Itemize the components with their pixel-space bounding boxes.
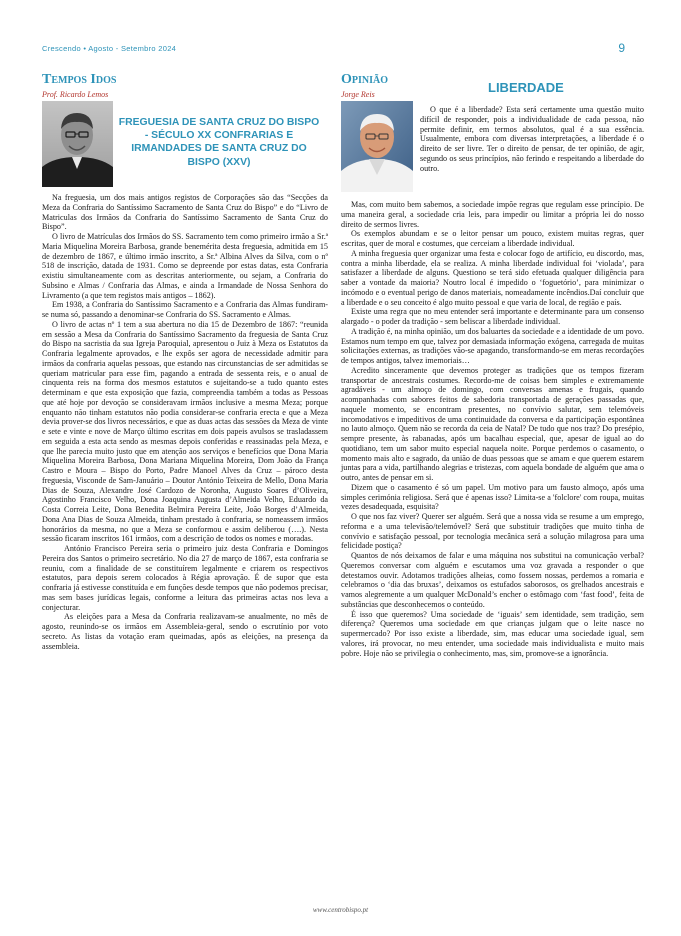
author-photo-jorge-reis: [341, 101, 413, 192]
paragraph: O que é a liberdade? Esta será certamente uma questão muito difícil de responder, pois a individualidade de cada pessoa, não permite definir, em termos absolutos, qual é a sua essência. Usualmente, embora com diversas interpretações, a liberdade é o direito de ser livre. Ter o direito de pensar, de ter opinião, de agir, segundo os seus princípios, não ferindo e respeitando a liberdade do outro.: [420, 105, 644, 173]
author-right: Jorge Reis: [341, 90, 375, 99]
paragraph: Os exemplos abundam e se o leitor pensar um pouco, existem muitas regras, quer escritas, quer de moral e costumes, que cerceiam a liberdade individual.: [341, 229, 644, 248]
left-article-body: [42, 193, 328, 651]
author-photo-ricardo-lemos: [42, 101, 113, 187]
paragraph: Quantos de nós deixamos de falar e uma máquina nos substitui na comunicação verbal? Queremos conversar com alguém e escutamos uma voz gravada a responder o que detestamos ouvir. Adotamos tradições alheias, como fossem nossas, perdemos a romaria e celebramos o ‘dia das bruxas’, deixamos os estufados saborosos, os grelhados ancestrais e vamos alegremente a um qualquer McDonald’s encher o estômago com ‘fast food’, feita de substâncias que desconhecemos o conteúdo.: [341, 551, 644, 609]
paragraph: Acredito sinceramente que devemos proteger as tradições que os tempos fizeram transportar de ancestrais costumes. Recordo-me de coisas bem simples e extremamente agradáveis - um almoço de domingo, com conversas amenas e frugais, quando acompanhadas com sabores feitos de sabedoria transportada de gerações passadas que, naquele momento, se encontram presentes, no convívio salutar, sem telemóveis incomodativos e impeditivos de uma continuidade da conversa e da participação espontânea no lauto almoço. Quem não se recorda da ceia de Natal? De tudo que nos traz? Do presépio, sempre presente, às rabanadas, após um bacalhau especial, que, apesar de igual ao do quotidiano, tem um sabor muito especial naquela noite. Porque perdemos o casamento, o momento mais alto e sagrado, da união de duas pessoas que se amam e que querem estarem juntas para a vida, partilhando alegrias e tristezas, com aquela bondade de alguém que ama o outro, antes de pensar em si.: [341, 365, 644, 482]
section-title-tempos-idos: Tempos Idos: [42, 72, 117, 87]
author-left: Prof. Ricardo Lemos: [42, 90, 109, 99]
paragraph: A tradição é, na minha opinião, um dos baluartes da sociedade e a identidade de um povo. Estamos num tempo em que, talvez por demasiada informação exógena, carregada de muitas solicitações externas, as tradições vão-se apagando, transformando-se em meras recordações de tempos antigos, talvez imemoriais…: [341, 326, 644, 365]
paragraph: O que nos faz viver? Querer ser alguém. Será que a nossa vida se resume a um emprego, reforma e a uma televisão/telemóvel? Será que substituir tradições que muito tinha de convívio e satisfação pessoal, por tecnologia mecânica será a solução milagrosa para uma felicidade postiça?: [341, 512, 644, 551]
paragraph: Em 1938, a Confraria do Santíssimo Sacramento e a Confraria das Almas fundiram-se numa só, passando a denominar-se Confraria do SS. Sacramento e Almas.: [42, 300, 328, 319]
paragraph: O livro de actas nº 1 tem a sua abertura no dia 15 de Dezembro de 1867: “reunida em sessão a Mesa da Confraria do Santíssimo Sacramento da freguesia de Santa Cruz do Bispo na sacristia da sua Igreja Paroquial, apresentou o Juiz à Meza os Estatutos da Confraria legalmente aprovados, e lhe expôs ser agora de necessidade admitir para irmãos da confraria aquelas pessoas, que estando nas circunstancias de ser admitidas se queriam matricular para esse fim, pagando a entrada de sessenta reis, e o anual de cinquenta reis na forma dos mesmos estatutos e sujeitando-se a tudo quanto estes determinam e que esta exposição que fazia, compreendia também a todas as Pessoas que até hoje por devoção se consideravam irmãos inclusive a mesma Meza; porque enquanto não tinham estatutos não podia considerar-se confraria erecta e que a Meza devia prover-se dos livros necessários, e que as duas actas das sessões da Meza de vinte e sete e vinte e nove de Março último escritas em dois papeis avulsos se trasladassem em seguida a esta acta sendo as mesmas depois conferidas e reassinadas pela Meza, e que lhe parecia muito justo que em atenção aos serviços e benefícios que Dona Maria Miquelina Moreira Barbosa, Dona Mariana Miquelina Moreira, Dom João da França Castro e Moura – Bispo do Porto, Padre Manoel Alves da Cruz – pároco desta freguesia, Visconde de Sam-Januário – Doutor António Teixeira de Mello, Dona Maria Dias de Souza, Alexandre José Cardozo de Noronha, Augusto Soares d’Oliveira, Agostinho Francisco Velho, Dona Joaquina Augusta d’Almeida Velho, Eduardo da Costa Correia Leite, Dona Benedita Belmira Pereira Leite, João Borges d’Almeida, Dona Ana Dias de Souza Almeida, tinham prestado à confraria, se nomeassem irmãos honorários da mesma, no que a Meza se conformou e assim deliberou (….). Nesta sessão ficaram inscritos 161 irmãos, com a descrição de todos os nomes e moradas.: [42, 319, 328, 544]
section-title-opiniao: Opinião: [341, 72, 389, 87]
right-article-body: [341, 200, 644, 658]
portrait-grayscale: [42, 101, 113, 187]
paragraph: O livro de Matrículas dos Irmãos do SS. Sacramento tem como primeiro irmão a Sr.ª Maria Miquelina Moreira Barbosa, grande benemérita desta freguesia, admitida em 15 de dezembro de 1867, e último irmão inscrito, a Sr.ª Albina Alves da Silva, com o nº 518 de inscrição, datada de 1931. Como se depreende por estas datas, esta Confraria existiu simultaneamente com as descritas anteriormente, ou sejam, a Confraria do Subsino e Almas / Confraria das Almas, e ainda a Irmandade de Nossa Senhora do Livramento (a que tem registos mais antigos – 1862).: [42, 232, 328, 300]
paragraph: Dizem que o casamento é só um papel. Um motivo para um fausto almoço, após uma simples cerimónia religiosa. Será que é apenas isso? Limita-se a 'folclore' com roupa, muitas vezes desadequada, esquisita?: [341, 482, 644, 512]
paragraph: A minha freguesia quer organizar uma festa e colocar fogo de artifício, eu discordo, mas, contra a minha liberdade, ela se realiza. A minha liberdade individual foi ‘violada’, para satisfazer a liberdade de alguns. Questiono se terá sido efetuada qualquer diligência para saber a vontade da maioria? Noutro local é impedido o ‘foguetório’, para minimizar o incómodo e o eventual perigo de danos materiais, nomeadamente incêndios.Daí concluir que a liberdade e o seu conceito é algo muito pessoal e que varia de local, de região e país.: [341, 248, 644, 307]
article-title-freguesia: FREGUESIA DE SANTA CRUZ DO BISPO - SÉCULO XX CONFRARIAS E IRMANDADES DE SANTA CRUZ DO BISPO (XXV): [118, 117, 320, 168]
running-head: Crescendo • Agosto - Setembro 2024: [42, 44, 177, 53]
paragraph: António Francisco Pereira seria o primeiro juiz desta Confraria e Domingos Pereira dos Santos o primeiro secretário. No dia 27 de março de 1867, esta confraria se reuniu, com a finalidade de se constituírem legalmente e criarem os respectivos estatutos, para depois serem colocados à Régia aprovação. É de supor que esta confraria já estivesse constituída e em funções desde tempos que não podemos precisar, mas sem bases jurídicas legais, conforme a leitura das primeiras actas nos leva a conjecturar.: [42, 544, 328, 612]
paragraph: Na freguesia, um dos mais antigos registos de Corporações são das “Secções da Meza da Confraria do Santíssimo Sacramento de Santa Cruz do Bispo” e do “Livro de Matriculas dos Irmãos da Confraria do Santíssimo Sacramento de Santa Cruz do Bispo”.: [42, 193, 328, 232]
article-title-liberdade: LIBERDADE: [488, 80, 564, 95]
page-number: 9: [618, 41, 625, 55]
paragraph: Existe uma regra que no meu entender será importante e determinante para um consenso alargado - o poder da tradição - sem beliscar a liberdade individual.: [341, 307, 644, 326]
right-article-intro: [420, 105, 644, 173]
paragraph: Mas, com muito bem sabemos, a sociedade impõe regras que regulam esse princípio. De uma maneira geral, a sociedade cria leis, para impedir ou limitar a própria lei do nosso direito de sermos livres.: [341, 200, 644, 229]
footer-url[interactable]: www.centrobispo.pt: [312, 906, 369, 914]
paragraph: É isso que queremos? Uma sociedade de ‘iguais’ sem identidade, sem tradição, sem diferença? Queremos uma sociedade em que crianças julgam que o leite nasce no supermercado? Por isso existe a liberdade, sim, mas educar uma sociedade igual, sem valores, irá provocar, no meu entender, uma sociedade mais individualista e muito mais pobre. Hoje não se privilegia o conhecimento, mas, sim, promove-se a ignorância.: [341, 609, 644, 658]
portrait-color: [341, 101, 413, 192]
paragraph: As eleições para a Mesa da Confraria realizavam-se anualmente, no mês de agosto, reunindo-se os irmãos em Assembleia-geral, sendo o escrutínio por voto secreto. As listas da votação eram queimadas, após as eleições, na presença da assembleia.: [42, 612, 328, 651]
